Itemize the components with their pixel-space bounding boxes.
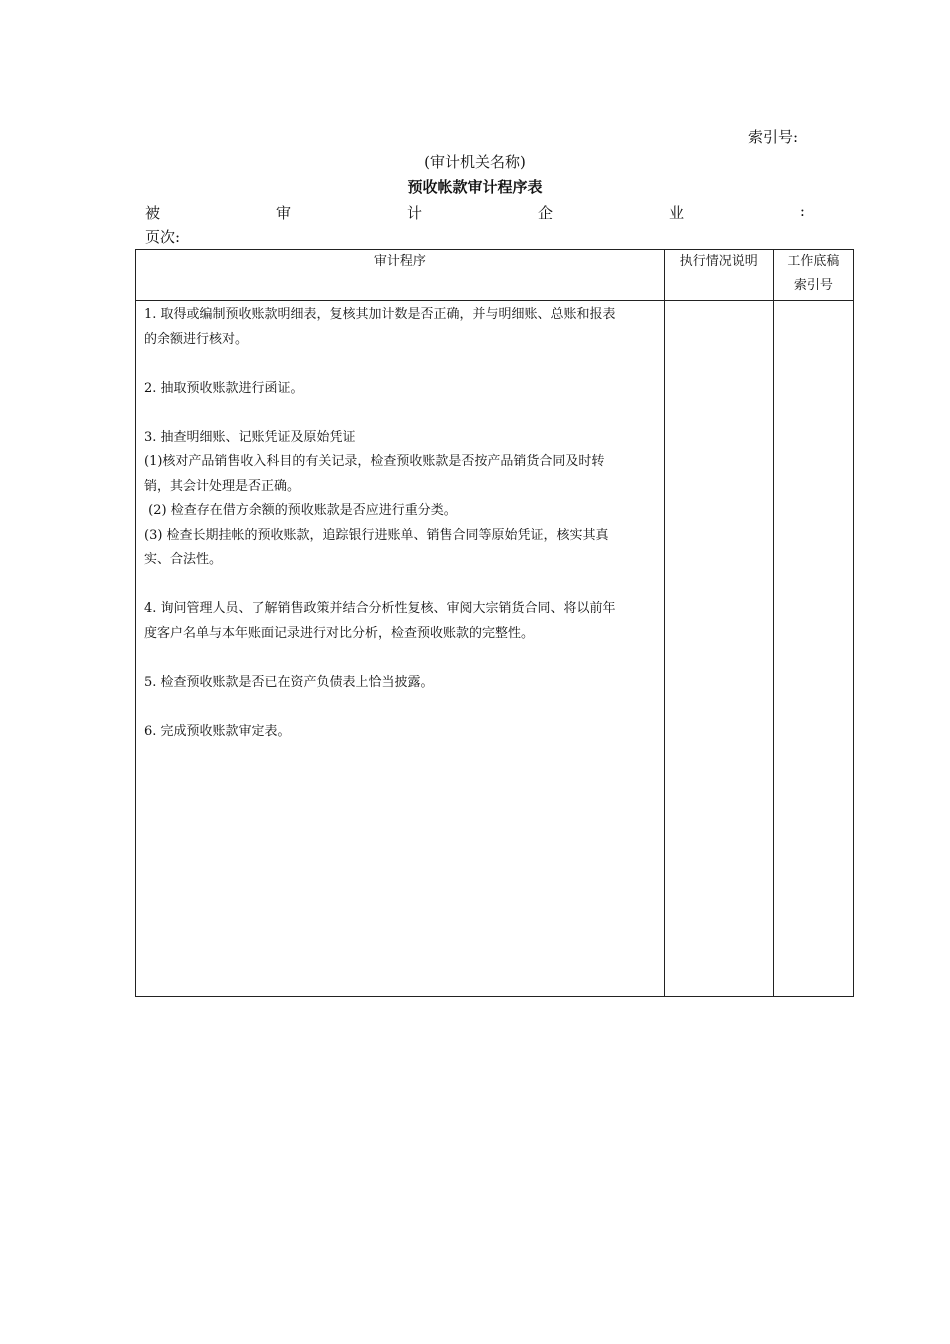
company-label-char: 审 (275, 204, 291, 222)
procedure-list (144, 301, 658, 744)
execution-notes-cell[interactable] (664, 301, 773, 997)
procedure-line: (1)核对产品销售收入科目的有关记录，检查预收账款是否按产品销货合同及时转 (144, 454, 605, 469)
header-workpaper-line2: 索引号 (793, 278, 833, 293)
page-title: 预收帐款审计程序表 (407, 178, 543, 196)
company-label-char: : (799, 202, 805, 220)
procedure-line: 3. 抽查明细账、记账凭证及原始凭证 (144, 429, 356, 445)
procedure-line: 1. 取得或编制预收账款明细表，复核其加计数是否正确，并与明细账、总账和报表 (144, 307, 616, 322)
procedure-line: (2) 检查存在借方余额的预收账款是否应进行重分类。 (144, 503, 457, 518)
procedure-line (144, 695, 658, 720)
page-number-label: 页次: (145, 228, 181, 246)
procedure-line: 实、合法性。 (144, 552, 223, 567)
procedure-line: 6. 完成预收账款审定表。 (144, 723, 291, 739)
index-number-label: 索引号: (748, 128, 799, 146)
procedure-cell (136, 301, 665, 997)
procedure-line (144, 352, 658, 377)
audit-procedure-table (135, 249, 854, 997)
audit-agency-name: (审计机关名称) (424, 153, 526, 171)
company-label-char: 企 (537, 204, 553, 222)
procedure-line (144, 401, 658, 426)
header-execution-notes: 执行情况说明 (664, 250, 773, 301)
procedure-line: 5. 检查预收账款是否已在资产负债表上恰当披露。 (144, 674, 434, 690)
workpaper-index-cell[interactable] (773, 301, 853, 997)
procedure-line: 4. 询问管理人员、了解销售政策并结合分析性复核、审阅大宗销货合同、将以前年 (144, 601, 616, 616)
procedure-line (144, 573, 658, 598)
audited-company-label (145, 202, 805, 223)
header-workpaper-index (773, 250, 853, 301)
procedure-line: (3) 检查长期挂帐的预收账款，追踪银行进账单、销售合同等原始凭证，核实其真 (144, 527, 609, 543)
table-body-row (136, 301, 854, 997)
procedure-line (144, 646, 658, 671)
header-workpaper-line1: 工作底稿 (787, 254, 840, 269)
procedure-line: 2. 抽取预收账款进行函证。 (144, 380, 304, 396)
table-header-row (136, 250, 854, 301)
procedure-line: 的余额进行核对。 (144, 331, 249, 347)
company-label-char: 计 (406, 204, 422, 222)
procedure-line: 销，其会计处理是否正确。 (144, 478, 301, 494)
company-label-char: 业 (668, 204, 684, 222)
company-label-char: 被 (145, 204, 161, 222)
procedure-line: 度客户名单与本年账面记录进行对比分析，检查预收账款的完整性。 (144, 625, 535, 641)
header-procedure: 审计程序 (136, 250, 665, 301)
